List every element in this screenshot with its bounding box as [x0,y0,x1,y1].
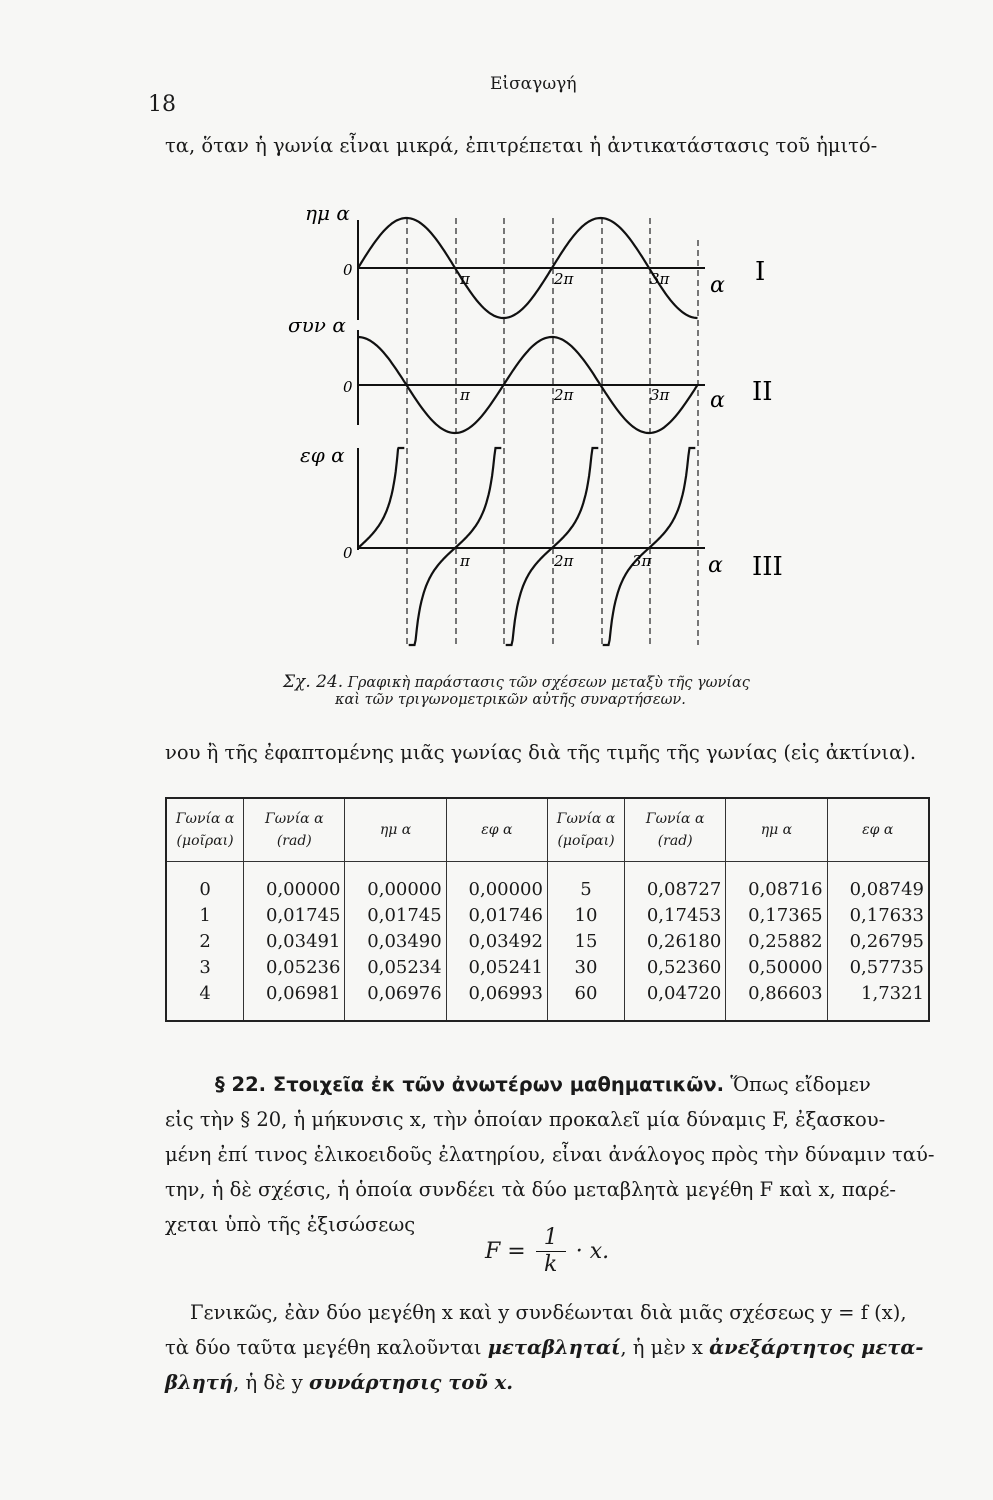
col-header: ημ α [726,798,827,862]
cosine-origin: 0 [343,378,353,396]
col-header: Γωνία α (rad) [244,798,345,862]
col-header: εφ α [446,798,547,862]
cosine-xlabel: α [710,388,725,413]
values-table-wrap [165,797,930,1022]
table-row: 4 0,06981 0,06976 0,06993 60 0,04720 0,86603 1,7321 [166,980,929,1006]
formula-lhs: F = [485,1239,526,1264]
running-title: Εἰσαγωγή [490,74,577,94]
formula-denominator: k [544,1252,558,1277]
sine-tick-3pi: 3π [650,270,670,288]
section-line1 [215,1072,935,1098]
section-line3: μένη ἐπί τινος ἑλικοειδοῦς ἐλατηρίου, εἶναι ἀνάλογος πρὸς τὴν δύναμιν ταύ- [165,1143,935,1166]
col-header: ημ α [345,798,446,862]
trig-function-figure [270,200,783,665]
table-row: 3 0,05236 0,05234 0,05241 30 0,52360 0,50000 0,57735 [166,954,929,980]
closing-line1: Γενικῶς, ἐὰν δύο μεγέθη x καὶ y συνδέωνται διὰ μιᾶς σχέσεως y = f (x), [190,1301,907,1324]
table-header-row [166,798,929,862]
table-row: 1 0,01745 0,01745 0,01746 10 0,17453 0,17365 0,17633 [166,902,929,928]
col-header: Γωνία α (rad) [625,798,726,862]
sine-ylabel: ημ α [305,201,350,225]
cosine-tick-3pi: 3π [650,386,670,404]
section-line1-rest: Ὅπως εἴδομεν [724,1073,871,1096]
section-line4: την, ἡ δὲ σχέσις, ἡ ὁποία συνδέει τὰ δύο μεταβλητὰ μεγέθη F καὶ x, παρέ- [165,1178,897,1201]
figure-caption-text1: Γραφικὴ παράστασις τῶν σχέσεων μεταξὺ τῆς γωνίας [347,675,750,691]
col-header: Γωνία α (μοῖραι) [166,798,244,862]
table-row: 0 0,00000 0,00000 0,00000 5 0,08727 0,08716 0,08749 [166,876,929,902]
table-row: 2 0,03491 0,03490 0,03492 15 0,26180 0,25882 0,26795 [166,928,929,954]
cosine-roman: II [752,377,773,407]
tangent-tick-pi: π [460,552,470,570]
closing-line2: τὰ δύο ταῦτα μεγέθη καλοῦνται μεταβληταί, ἡ μὲν x ἀνεξάρτητος μετα- [165,1336,924,1359]
page-number: 18 [148,92,176,117]
section-line2: εἰς τὴν § 20, ἡ μήκυνσις x, τὴν ὁποίαν προκαλεῖ μία δύναμις F, ἐξασκου- [165,1108,886,1131]
tangent-curve [358,448,695,645]
section-heading: § 22. Στοιχεῖα ἐκ τῶν ἀνωτέρων μαθηματικῶν. [215,1073,725,1096]
tangent-xlabel: α [708,553,723,578]
formula-numerator: 1 [536,1225,566,1252]
tangent-roman: III [752,552,783,582]
sine-xlabel: α [710,273,725,298]
values-table [165,797,930,1022]
col-header: Γωνία α (μοῖραι) [547,798,624,862]
cosine-tick-2pi: 2π [554,386,574,404]
sine-graph [305,201,765,645]
sine-roman: I [755,257,766,287]
figure-caption-line2: καὶ τῶν τριγωνομετρικῶν αὐτῆς συναρτήσεων. [335,692,686,708]
formula-rhs: · x. [575,1239,610,1264]
sine-tick-pi: π [460,270,470,288]
sine-origin: 0 [343,261,353,279]
cosine-tick-pi: π [460,386,470,404]
tangent-graph [300,443,783,645]
figure-caption-line1 [283,672,883,692]
cosine-graph [288,313,773,433]
intro-line: τα, ὅταν ἡ γωνία εἶναι μικρά, ἐπιτρέπεται ἡ ἀντικατάστασις τοῦ ἡμιτό- [165,134,878,157]
tangent-tick-2pi: 2π [554,552,574,570]
tangent-origin: 0 [343,544,353,562]
figure-caption-label: Σχ. 24. [283,672,344,692]
section-line5: χεται ὑπὸ τῆς ἐξισώσεως [165,1213,416,1236]
col-header: εφ α [827,798,929,862]
sine-tick-2pi: 2π [554,270,574,288]
cosine-ylabel: συν α [288,313,346,337]
after-figure-line: νου ἢ τῆς ἐφαπτομένης μιᾶς γωνίας διὰ τῆς τιμῆς τῆς γωνίας (εἰς ἀκτίνια). [165,741,917,764]
tangent-tick-3pi: 3π [632,552,652,570]
closing-line3: βλητή, ἡ δὲ y συνάρτησις τοῦ x. [165,1371,514,1394]
tangent-ylabel: εφ α [300,443,345,467]
formula-fraction [536,1225,566,1278]
formula [485,1225,609,1278]
